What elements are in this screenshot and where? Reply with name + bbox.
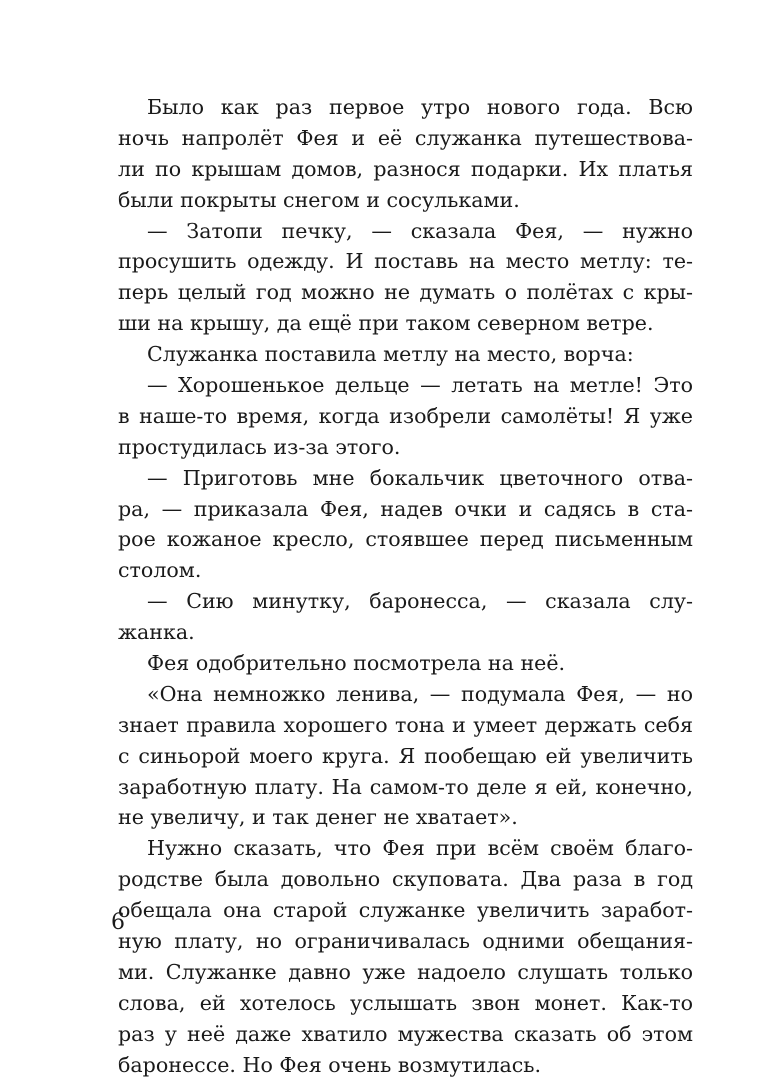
body-text (118, 92, 693, 1081)
text-line: жанка. (118, 620, 195, 645)
paragraph (118, 679, 693, 833)
text-line: ночь напролёт Фея и её служанка путешествова- (118, 125, 693, 150)
text-line: родстве была довольно скуповата. Два раза в год (118, 867, 693, 892)
text-line: перь целый год можно не думать о полётах с кры- (118, 280, 693, 305)
paragraph (118, 339, 693, 370)
text-line: заработную плату. На самом-то деле я ей, конечно, (118, 774, 693, 799)
text-line: ли по крышам домов, разнося подарки. Их платья (118, 156, 693, 181)
text-line: Было как раз первое утро нового года. Всю (147, 95, 693, 119)
text-line: ную плату, но ограничивалась одними обещания- (118, 929, 693, 954)
text-line: — Приготовь мне бокальчик цветочного отва- (147, 465, 693, 490)
text-line: баронессе. Но Фея очень возмутилась. (118, 1052, 542, 1077)
text-line: Служанка поставила метлу на место, ворча: (147, 342, 634, 367)
text-line: с синьорой моего круга. Я пообещаю ей увеличить (118, 743, 693, 768)
text-line: знает правила хорошего тона и умеет держать себя (118, 712, 693, 737)
text-line: в наше-то время, когда изобрели самолёты! Я уже (118, 403, 693, 428)
paragraph (118, 833, 693, 1080)
text-line: ра, — приказала Фея, надев очки и садясь в ста- (118, 496, 693, 521)
text-line: — Хорошенькое дельце — летать на метле! Это (147, 373, 693, 398)
text-line: просушить одежду. И поставь на место метлу: те- (118, 249, 693, 274)
text-line: — Затопи печку, — сказала Фея, — нужно (147, 218, 693, 243)
text-line: не увеличу, и так денег не хватает». (118, 805, 518, 830)
text-line: Фея одобрительно посмотрела на неё. (147, 651, 566, 676)
text-line: были покрыты снегом и сосульками. (118, 187, 520, 212)
text-line: ши на крышу, да ещё при таком северном ветре. (118, 311, 654, 336)
text-line: — Сию минутку, баронесса, — сказала слу- (147, 589, 693, 614)
paragraph (118, 370, 693, 463)
paragraph (118, 216, 693, 340)
text-line: слова, ей хотелось услышать звон монет. Как-то (118, 990, 693, 1015)
text-line: раз у неё даже хватило мужества сказать об этом (118, 1021, 693, 1046)
text-line: обещала она старой служанке увеличить заработ- (118, 898, 693, 923)
page-number: 6 (111, 910, 125, 935)
paragraph (118, 648, 693, 679)
paragraph (118, 586, 693, 648)
text-line: ми. Служанке давно уже надоело слушать только (118, 959, 693, 984)
text-line: Нужно сказать, что Фея при всём своём благо- (147, 836, 693, 861)
text-line: столом. (118, 558, 202, 583)
paragraph (118, 92, 693, 216)
text-line: «Она немножко ленива, — подумала Фея, — но (147, 681, 693, 706)
paragraph (118, 463, 693, 587)
text-line: простудилась из-за этого. (118, 434, 401, 459)
text-line: рое кожаное кресло, стоявшее перед письменным (118, 527, 693, 552)
